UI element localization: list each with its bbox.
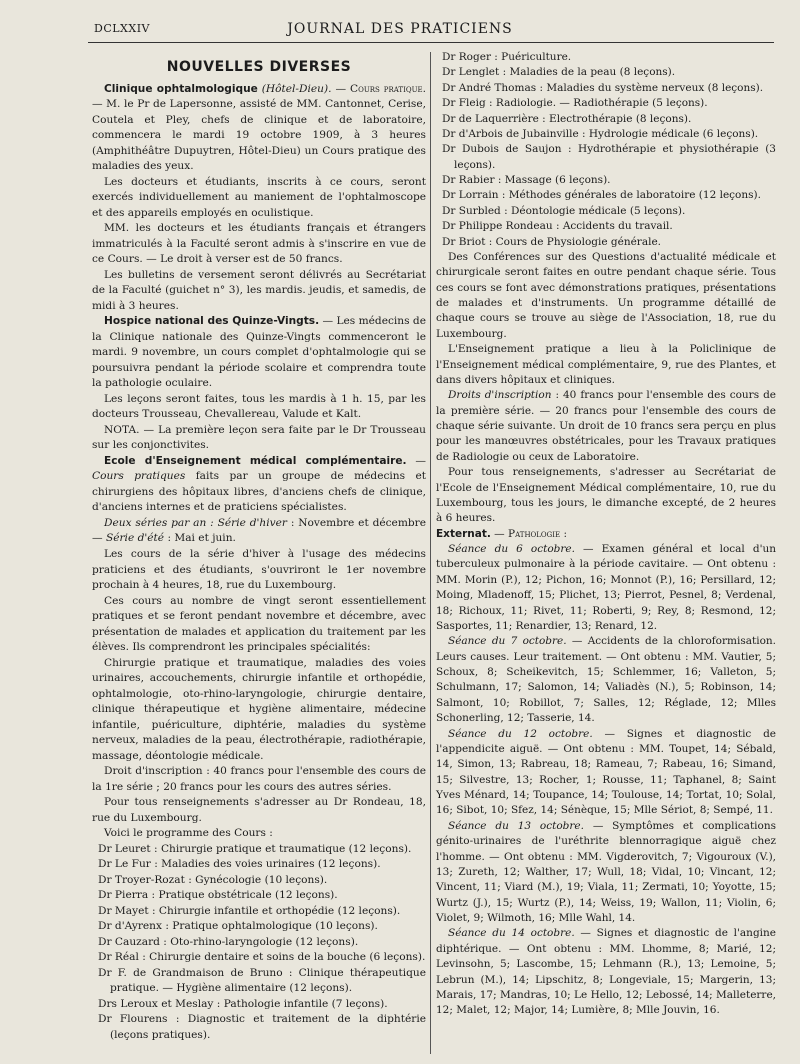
- clinique-dash: —: [331, 82, 350, 95]
- left-column: [92, 50, 426, 1043]
- page-number: DCLXXIV: [94, 22, 150, 35]
- program-item: Dr Le Fur : Maladies des voies urinaires (12 leçons).: [98, 858, 381, 871]
- program-item: Dr Surbled : Déontologie médicale (5 leçons).: [442, 204, 686, 217]
- seance-text: — Symptômes et complications génito-urinaires de l'uréthrite blennorragique aiguë chez l'homme. — Ont obtenu : MM. Vigderovitch, 7; Vigouroux (V.), 13; Zureth, 12; Walther, 17; Wull, 18; Vidal, 10; Vincant, 12; Vincent, 11; Viard (M.), 19; Viala, 11; Zermati, 10; Yoyotte, 15; Wurtz (J.), 15; Wurtz (P.), 14; Weiss, 19; Wallon, 11; Violin, 6; Violet, 9; Wilmoth, 16; Mlle Wahl, 14.: [436, 819, 776, 924]
- enseignement-paragraph: L'Enseignement pratique a lieu à la Policlinique de l'Enseignement médical complémentaire, 9, rue des Plantes, et dans divers hôpitaux et cliniques.: [436, 343, 776, 386]
- seance-date: Séance du 14 octobre.: [448, 927, 575, 940]
- ecole-paragraph: Chirurgie pratique et traumatique, maladies des voies urinaires, accouchements, chirurgie infantile et orthopédie, ophtalmologie, oto-rhino-laryngologie, chirurgie dentaire, clinique thérapeutique et hygiène alimentaire, médecine infantile, puériculture, diphtérie, maladies du système nerveux, maladies de la peau, électrothérapie, radiothérapie, massage, déontologie médicale.: [92, 656, 426, 762]
- series-ete: : Mai et juin.: [164, 532, 236, 545]
- seance-text: — Accidents de la chloroformisation. Leurs causes. Leur traitement. — Ont obtenu : MM. Vautier, 5; Schoux, 8; Scheikevitch, 15; Schlemmer, 16; Valleton, 5; Schulmann, 17; Salomon, 14; Valiadès (N.), 5; Robinson, 14; Salmont, 10; Robillot, 7; Salles, 12; Réglade, 12; Mlles Schonerling, 12; Tasserie, 14.: [436, 635, 776, 725]
- program-item: Dr Fleig : Radiologie. — Radiothérapie (5 leçons).: [442, 97, 708, 110]
- seance-date: Séance du 7 octobre.: [448, 635, 567, 648]
- program-item: Dr Roger : Puériculture.: [442, 51, 572, 63]
- externat-heading: [436, 527, 776, 542]
- series-ete-label: Série d'été: [105, 532, 165, 545]
- seance-date: Séance du 6 octobre.: [448, 543, 575, 555]
- clinique-paragraph: Les docteurs et étudiants, inscrits à ce cours, seront exercés individuellement au maniement de l'ophtalmoscope et des appareils employés en oculistique.: [92, 175, 426, 219]
- series-hiver: : Novembre et décembre —: [92, 516, 426, 545]
- program-item: Dr Réal : Chirurgie dentaire et soins de la bouche (6 leçons).: [98, 951, 426, 964]
- program-item: Dr André Thomas : Maladies du système nerveux (8 leçons).: [442, 81, 764, 94]
- program-item: Dr Flourens : Diagnostic et traitement de la diphtérie (leçons pratiques).: [98, 1013, 426, 1041]
- program-item: Dr de Laquerrière : Electrothérapie (8 leçons).: [442, 112, 692, 125]
- program-item: Dr Rabier : Massage (6 leçons).: [442, 174, 611, 186]
- ecole-paragraph: Les cours de la série d'hiver à l'usage des médecins praticiens et des étudiants, s'ouvriront le 1er novembre prochain à 4 heures, 18, rue du Luxembourg.: [92, 547, 426, 592]
- ecole-series: [92, 516, 426, 547]
- seance-text: — Signes et diagnostic de l'appendicite aiguë. — Ont obtenu : MM. Toupet, 14; Sébald, 14, Simon, 13; Rabreau, 18; Rameau, 7; Rabeau, 16; Simand, 15; Silvestre, 13; Rocher, 1; Rousse, 11; Taphanel, 8; Saint Yves Ménard, 14; Toupance, 14; Toulouse, 14; Tortat, 10; Solal, 16; Sibot, 10; Sfez, 14; Sénèque, 15; Mlle Sériot, 8; Sempé, 11.: [436, 727, 777, 817]
- droits-text: : 40 francs pour l'ensemble des cours de la première série. — 20 francs pour l'ensemble des cours de chaque série suivante. Un droit de 10 francs sera perçu en plus pour les manœuvres obstétricales, pour les Travaux pratiques de Radiologie ou ceux de Laboratoire.: [436, 389, 777, 463]
- clinique-place: (Hôtel-Dieu).: [261, 82, 332, 95]
- seance-text: — Examen général et local d'un tuberculeux pulmonaire à la période cavitaire. — Ont obtenu : MM. Morin (P.), 12; Pichon, 16; Monnot (P.), 16; Persillard, 12; Moing, Mladenoff, 15; Plichet, 13; Pierrot, Pesnel, 8; Verdenal, 18; Richoux, 11; Rivet, 11; Roberti, 9; Rey, 8; Resmond, 12; Sasportes, 11; Renardier, 13; Renard, 12.: [436, 543, 776, 632]
- seance-paragraph: [436, 727, 776, 819]
- program-item: Dr F. de Grandmaison de Bruno : Clinique thérapeutique pratique. — Hygiène alimentaire (12 leçons).: [98, 966, 426, 995]
- hospice-name: Hospice national des Quinze-Vingts.: [104, 315, 320, 328]
- ecole-paragraph: Droit d'inscription : 40 francs pour l'ensemble des cours de la 1re série ; 20 francs pour les cours des autres séries.: [92, 765, 426, 793]
- page-header: [0, 0, 800, 46]
- ecole-lead: [92, 454, 426, 516]
- program-item: Dr Pierra : Pratique obstétricale (12 leçons).: [98, 889, 338, 902]
- droits-paragraph: [436, 388, 776, 465]
- clinique-article: [92, 82, 426, 315]
- seance-paragraph: [436, 634, 776, 726]
- program-item: Dr Lorrain : Méthodes générales de laboratoire (12 leçons).: [442, 189, 761, 202]
- externat-subtitle: Pathologie :: [508, 527, 568, 540]
- hospice-paragraph: NOTA. — La première leçon sera faite par le Dr Trousseau sur les conjonctivites.: [92, 423, 426, 452]
- program-item: Dr Cauzard : Oto-rhino-laryngologie (12 leçons).: [98, 935, 359, 948]
- seance-date: Séance du 12 octobre.: [448, 727, 593, 740]
- seance-text: — Signes et diagnostic de l'angine diphtérique. — Ont obtenu : MM. Lhomme, 8; Marié, 12; Levinsohn, 5; Lascombe, 15; Lehmann (R.), 13; Lemoine, 5; Lebrun (M.), 14; Lipschitz, 8; Longeviale, 15; Margerin, 13; Marais, 17; Mandras, 10; Le Hello, 12; Lebossé, 14; Malleterre, 12; Malet, 12; Major, 14; Lumière, 8; Mlle Jouvin, 16.: [436, 927, 776, 1017]
- seance-date: Séance du 13 octobre.: [448, 819, 584, 832]
- hospice-lead: [92, 314, 426, 392]
- hospice-article: [92, 314, 426, 454]
- conferences-paragraph: Des Conférences sur des Questions d'actualité médicale et chirurgicale seront faites en outre pendant chaque série. Tous ces cours se font avec démonstrations pratiques, présentations de malades et d'instruments. Un programme détaillé de chaque cours se trouve au siège de l'Association, 18, rue du Luxembourg.: [436, 250, 776, 340]
- program-item: Dr Troyer-Rozat : Gynécologie (10 leçons).: [98, 873, 328, 886]
- clinique-name: Clinique ophtalmologique: [104, 82, 258, 95]
- program-item: Dr Briot : Cours de Physiologie générale.: [442, 235, 661, 248]
- program-item: Dr Dubois de Saujon : Hydrothérapie et physiothérapie (3 leçons).: [442, 143, 776, 171]
- right-column: [436, 50, 776, 1019]
- ecole-paragraph: Ces cours au nombre de vingt seront essentiellement pratiques et se feront pendant novembre et décembre, avec présentation de malades et application du traitement par les élèves. Ils comprendront les principales spécialités:: [92, 594, 426, 654]
- seance-paragraph: [436, 926, 776, 1018]
- clinique-course-kind: Cours pratique.: [350, 82, 426, 95]
- program-item: Dr d'Ayrenx : Pratique ophtalmologique (10 leçons).: [98, 920, 378, 933]
- series-intro: Deux séries par an : Série d'hiver: [104, 516, 287, 529]
- seance-paragraph: [436, 819, 776, 927]
- ecole-body: faits par un groupe de médecins et chirurgiens des hôpitaux libres, d'anciens chefs de clinique, d'anciens internes et de praticiens spécialistes.: [92, 470, 426, 514]
- program-item: Dr Lenglet : Maladies de la peau (8 leçons).: [442, 66, 676, 79]
- renseignements-paragraph: Pour tous renseignements, s'adresser au Secrétariat de l'Ecole de l'Enseignement Médical complémentaire, 10, rue du Luxembourg, tous les jours, le dimanche excepté, de 2 heures à 6 heures.: [436, 466, 776, 525]
- droits-label: Droits d'inscription: [448, 389, 552, 402]
- clinique-lead: [92, 82, 426, 175]
- clinique-paragraph: Les bulletins de versement seront délivrés au Secrétariat de la Faculté (guichet n° 3), les mardis. jeudis, et samedis, de midi à 3 heures.: [92, 268, 426, 312]
- ecole-italic-lead: Cours pratiques: [92, 470, 186, 483]
- hospice-body: — Les médecins de la Clinique nationale des Quinze-Vingts commenceront le mardi. 9 novembre, un cours complet d'ophtalmologie qui se poursuivra pendant la période scolaire et comprendra toute la pathologie oculaire.: [92, 315, 426, 390]
- clinique-body: — M. le Pr de Lapersonne, assisté de MM. Cantonnet, Cerise, Coutela et Pley, chefs de clinique et de laboratoire, commencera le mardi 19 octobre 1909, à 3 heures (Amphithéâtre Dupuytren, Hôtel-Dieu) un Cours pratique des maladies des yeux.: [92, 98, 426, 173]
- program-item: Dr Mayet : Chirurgie infantile et orthopédie (12 leçons).: [98, 904, 401, 917]
- program-list-left: [92, 842, 426, 1044]
- hospice-paragraph: Les leçons seront faites, tous les mardis à 1 h. 15, par les docteurs Trousseau, Chevallereau, Valude et Kalt.: [92, 392, 426, 421]
- section-title: NOUVELLES DIVERSES: [166, 59, 352, 75]
- ecole-paragraph: Pour tous renseignements s'adresser au Dr Rondeau, 18, rue du Luxembourg.: [92, 796, 426, 824]
- header-rule: [88, 42, 774, 43]
- ecole-article: [92, 454, 426, 1044]
- program-item: Dr d'Arbois de Jubainville : Hydrologie médicale (6 leçons).: [442, 127, 759, 140]
- program-item: Dr Leuret : Chirurgie pratique et traumatique (12 leçons).: [98, 842, 412, 855]
- program-list-right: [436, 50, 776, 250]
- program-item: Dr Philippe Rondeau : Accidents du travail.: [442, 220, 673, 233]
- program-item: Drs Leroux et Meslay : Pathologie infantile (7 leçons).: [98, 997, 388, 1010]
- externat-dash: —: [490, 527, 509, 540]
- seance-paragraph: [436, 542, 776, 634]
- column-divider: [430, 52, 431, 1054]
- ecole-name: Ecole d'Enseignement médical complémentaire.: [104, 454, 407, 467]
- ecole-paragraph: Voici le programme des Cours :: [104, 827, 273, 840]
- journal-title: JOURNAL DES PRATICIENS: [287, 21, 513, 37]
- externat-article: [436, 527, 776, 1019]
- clinique-paragraph: MM. les docteurs et les étudiants français et étrangers immatriculés à la Faculté seront admis à s'inscrire en vue de ce Cours. — Le droit à verser est de 50 francs.: [92, 222, 426, 266]
- ecole-dash: —: [406, 454, 426, 467]
- externat-title: Externat.: [436, 527, 491, 540]
